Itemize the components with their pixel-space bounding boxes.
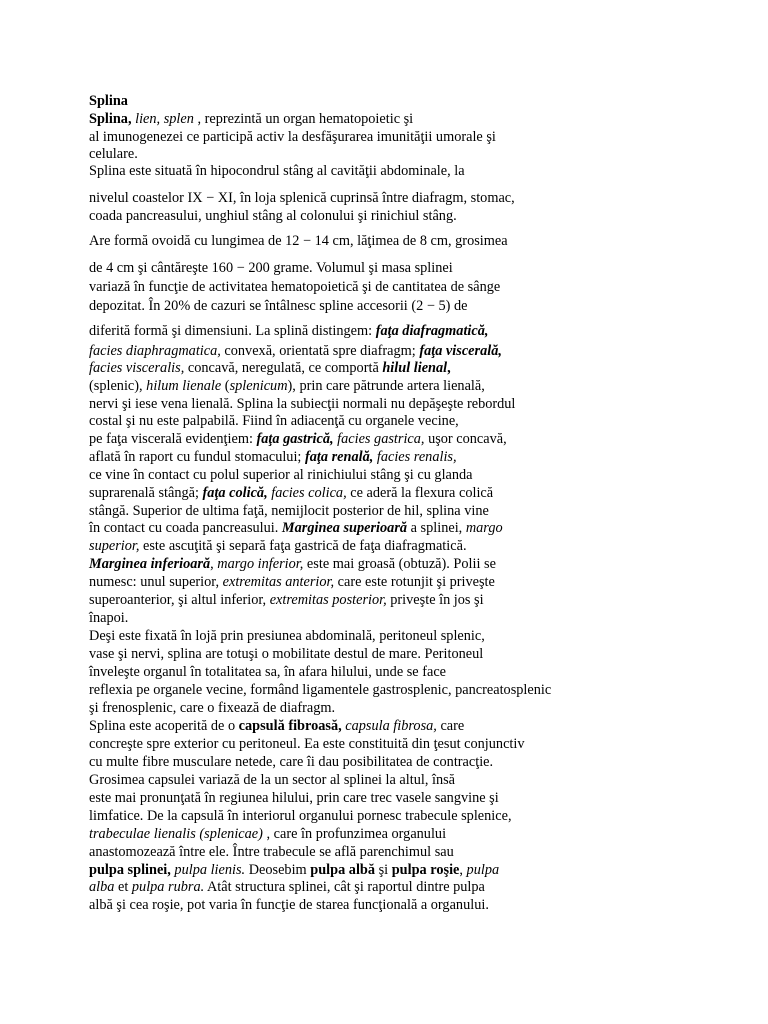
text-segment: , reprezintă un organ hematopoietic şi [193, 111, 414, 127]
text-segment: este mai groasă (obtuză). Polii se [303, 556, 496, 572]
text-segment: faţa gastrică, [256, 431, 334, 447]
text-line [89, 449, 457, 466]
text-line [89, 610, 128, 627]
text-line [89, 111, 413, 128]
text-line [89, 556, 496, 573]
text-segment: Atât structura splinei, cât şi raportul dintre pulpa [204, 879, 485, 895]
text-segment: ( [221, 378, 230, 394]
text-segment: este ascuţită şi separă faţa gastrică de faţa diafragmatică. [139, 538, 467, 554]
text-segment: uşor concavă, [424, 431, 507, 447]
text-segment: limfatice. De la capsulă în interiorul organului pornesc trabecule splenice, [89, 808, 512, 824]
text-segment: faţa colică, [202, 485, 268, 501]
text-line [89, 360, 451, 377]
text-line [89, 772, 455, 789]
text-segment: superoanterior, şi altul inferior, [89, 592, 270, 608]
text-segment: nervi şi iese vena lienală. Splina la subiecţii normali nu depăşeşte rebordul [89, 396, 516, 412]
text-line [89, 163, 465, 180]
text-segment: priveşte în jos şi [386, 592, 484, 608]
text-segment: suprarenală stângă; [89, 485, 203, 501]
text-line [89, 260, 453, 277]
text-segment: (splenic), [89, 378, 147, 394]
text-segment: capsulă fibroasă, [238, 718, 342, 734]
text-segment: Splina, [89, 111, 132, 127]
text-segment: superior, [89, 538, 140, 554]
text-segment: vase şi nervi, splina are totuşi o mobilitate destul de mare. Peritoneul [89, 646, 484, 662]
text-segment: şi [375, 862, 392, 878]
text-line [89, 279, 500, 296]
text-segment: faţa viscerală, [419, 343, 502, 359]
text-line [89, 592, 484, 609]
text-line [89, 233, 508, 250]
text-segment: reflexia pe organele vecine, formând ligamentele gastrosplenic, pancreatosplenic [89, 682, 552, 698]
text-segment: margo [465, 520, 503, 536]
text-segment: , [459, 862, 467, 878]
text-segment: trabeculae lienalis (splenicae) [89, 826, 263, 842]
text-line [89, 879, 485, 896]
text-segment: concreşte spre exterior cu peritoneul. Ea este constituită din ţesut conjunctiv [89, 736, 525, 752]
text-line [89, 664, 446, 681]
text-line [89, 146, 138, 163]
text-segment: faţa renală, [304, 449, 374, 465]
text-segment: splenicum [229, 378, 288, 394]
document-title: Splina [89, 93, 128, 109]
text-segment: Splina este acoperită de o [89, 718, 239, 734]
text-segment: margo inferior, [217, 556, 304, 572]
text-line [89, 323, 488, 340]
text-segment: Deosebim [245, 862, 311, 878]
text-line [89, 298, 467, 315]
text-segment: facies colica, [267, 485, 347, 501]
text-line [89, 129, 496, 146]
text-segment: capsula fibrosa, [341, 718, 437, 734]
text-line [89, 718, 464, 735]
text-segment: Grosimea capsulei variază de la un sector al splinei la altul, însă [89, 772, 456, 788]
text-segment: extremitas anterior, [222, 574, 335, 590]
text-line [89, 467, 473, 484]
text-segment: alba [89, 879, 115, 895]
text-line [89, 844, 454, 861]
text-segment: pulpa splinei, [89, 862, 171, 878]
text-segment: nivelul coastelor IX − XI, în loja splenică cuprinsă între diafragm, stomac, [89, 190, 515, 206]
text-segment: Deşi este fixată în lojă prin presiunea abdominală, peritoneul splenic, [89, 628, 485, 644]
text-segment: faţa diafragmatică, [375, 323, 489, 339]
text-line [89, 520, 503, 537]
text-segment: pulpa [466, 862, 500, 878]
text-segment: Splina este situată în hipocondrul stâng al cavităţii abdominale, la [89, 163, 465, 179]
text-segment: , [447, 360, 451, 376]
text-segment: facies diaphragmatica, [89, 343, 221, 359]
text-line [89, 343, 502, 360]
text-segment: este mai pronunţată în regiunea hilului, prin care trec vasele sangvine şi [89, 790, 499, 806]
text-segment: înveleşte organul în totalitatea sa, în afara hilului, unde se face [89, 664, 447, 680]
text-segment: ce vine în contact cu polul superior al rinichiului stâng şi cu glanda [89, 467, 473, 483]
text-segment: facies visceralis, [89, 360, 185, 376]
text-line [89, 754, 493, 771]
text-segment: costal şi nu este palpabilă. Fiind în adiacenţă cu organele vecine, [89, 413, 459, 429]
text-line [89, 485, 493, 502]
text-segment: care este rotunjit şi priveşte [334, 574, 495, 590]
text-segment: variază în funcţie de activitatea hematopoietică şi de cantitatea de sânge [89, 279, 501, 295]
text-line [89, 190, 515, 207]
text-line [89, 378, 485, 395]
text-segment: ), prin care pătrunde artera lienală, [287, 378, 485, 394]
text-segment: albă şi cea roşie, pot varia în funcţie de starea funcţională a organului. [89, 897, 489, 913]
text-segment: , care în profunzimea organului [262, 826, 447, 842]
text-segment: înapoi. [89, 610, 129, 626]
text-segment: extremitas posterior, [269, 592, 387, 608]
text-segment: Marginea superioară [281, 520, 408, 536]
text-segment: stângă. Superior de ultima faţă, nemijlocit posterior de hil, splina vine [89, 503, 489, 519]
text-segment: pulpa rubra. [131, 879, 205, 895]
text-segment: anastomozează între ele. Între trabecule se află parenchimul sau [89, 844, 454, 860]
text-line [89, 208, 457, 225]
text-segment: al imunogenezei ce participă activ la desfăşurarea imunităţii umorale şi [89, 129, 496, 145]
text-line [89, 413, 459, 430]
text-segment: ce aderă la flexura colică [346, 485, 494, 501]
text-segment: concavă, neregulată, ce comportă [184, 360, 383, 376]
text-line [89, 862, 499, 879]
text-segment: depozitat. În 20% de cazuri se întâlnesc spline accesorii (2 − 5) de [89, 298, 468, 314]
text-line [89, 396, 515, 413]
text-segment: et [114, 879, 132, 895]
text-line [89, 682, 551, 699]
text-segment: celulare. [89, 146, 138, 162]
text-segment: Marginea inferioară [89, 556, 211, 572]
text-segment: pulpa lienis. [170, 862, 246, 878]
text-line [89, 574, 495, 591]
text-segment: a splinei, [407, 520, 466, 536]
text-line [89, 503, 489, 520]
text-line [89, 826, 446, 843]
text-segment: pe faţa viscerală evidenţiem: [89, 431, 257, 447]
text-segment: coada pancreasului, unghiul stâng al colonului şi rinichiul stâng. [89, 208, 457, 224]
text-line [89, 897, 489, 914]
text-line [89, 431, 507, 448]
text-line [89, 700, 335, 717]
text-line [89, 736, 525, 753]
text-segment: aflată în raport cu fundul stomacului; [89, 449, 305, 465]
text-segment: lien, splen [131, 111, 194, 127]
text-line [89, 790, 499, 807]
text-segment: care [436, 718, 465, 734]
text-line [89, 538, 467, 555]
text-segment: şi frenosplenic, care o fixează de diafragm. [89, 700, 336, 716]
text-segment: pulpa roşie [391, 862, 460, 878]
text-line [89, 628, 485, 645]
text-segment: facies renalis, [373, 449, 457, 465]
text-segment: în contact cu coada pancreasului. [89, 520, 282, 536]
text-segment: hilum lienale [146, 378, 222, 394]
text-line [89, 646, 483, 663]
text-segment: cu multe fibre musculare netede, care îi dau posibilitatea de contracţie. [89, 754, 494, 770]
text-segment: de 4 cm şi cântăreşte 160 − 200 grame. Volumul şi masa splinei [89, 260, 453, 276]
text-segment: Are formă ovoidă cu lungimea de 12 − 14 cm, lăţimea de 8 cm, grosimea [89, 233, 508, 249]
text-segment: numesc: unul superior, [89, 574, 223, 590]
text-segment: diferită formă şi dimensiuni. La splină distingem: [89, 323, 376, 339]
text-segment: pulpa albă [310, 862, 376, 878]
text-segment: hilul lienal [382, 360, 448, 376]
text-line [89, 808, 512, 825]
text-segment: convexă, orientată spre diafragm; [220, 343, 420, 359]
text-segment: facies gastrica, [333, 431, 425, 447]
text-segment: , [210, 556, 218, 572]
